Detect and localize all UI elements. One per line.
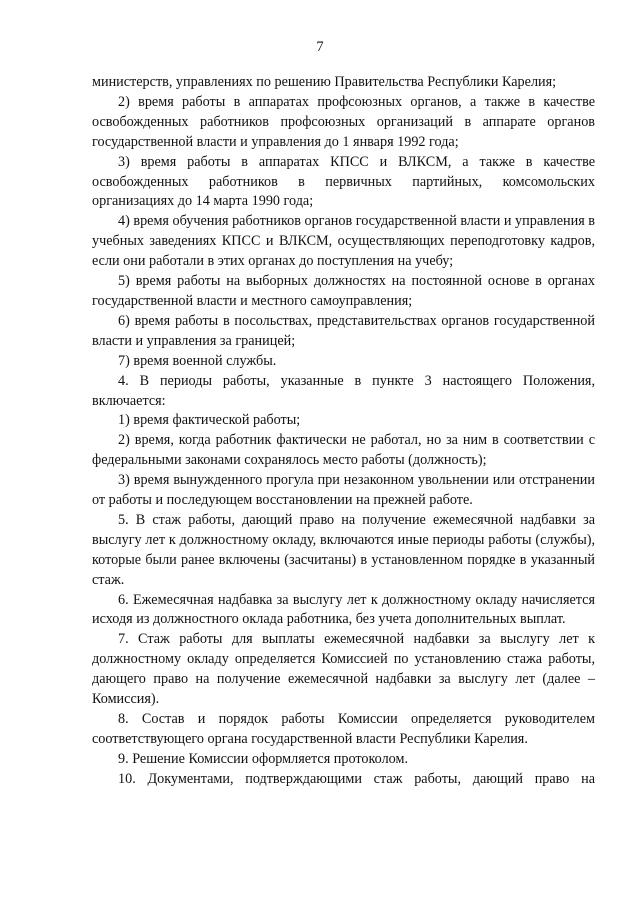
- paragraph: министерств, управлениях по решению Правительства Республики Карелия;: [92, 74, 557, 90]
- paragraph: 5) время работы на выборных должностях на постоянной основе в органах государственной власти и местного самоуправления;: [92, 273, 595, 309]
- paragraph: 6. Ежемесячная надбавка за выслугу лет к должностному окладу начисляется исходя из должностного оклада работника, без учета дополнительных выплат.: [92, 591, 595, 628]
- paragraph: 4) время обучения работников органов государственной власти и управления в учебных заведениях КПСС и ВЛКСМ, осуществляющих переподготовку кадров, если они работали в этих органах до поступления на учебу;: [92, 213, 595, 270]
- paragraph: 4. В периоды работы, указанные в пункте 3 настоящего Положения, включается:: [92, 372, 595, 409]
- document-body: [92, 73, 595, 790]
- paragraph: 1) время фактической работы;: [118, 412, 301, 429]
- paragraph: 3) время вынужденного прогула при незаконном увольнении или отстранении от работы и последующем восстановлении на прежней работе.: [92, 472, 595, 509]
- paragraph: 9. Решение Комиссии оформляется протоколом.: [118, 750, 409, 767]
- paragraph: 10. Документами, подтверждающими стаж работы, дающий право на: [118, 770, 595, 787]
- paragraph: 2) время, когда работник фактически не работал, но за ним в соответствии с федеральными законами сохранялось место работы (должность);: [92, 432, 595, 469]
- paragraph: 7) время военной службы.: [118, 352, 277, 369]
- paragraph: 2) время работы в аппаратах профсоюзных органов, а также в качестве освобожденных работников профсоюзных организаций в аппарате органов государственной власти и управления до 1 января 1992 года;: [92, 93, 595, 150]
- paragraph: 3) время работы в аппаратах КПСС и ВЛКСМ, а также в качестве освобожденных работников в первичных партийных, комсомольских организациях до 14 марта 1990 года;: [92, 153, 595, 210]
- paragraph: 7. Стаж работы для выплаты ежемесячной надбавки за выслугу лет к должностному окладу определяется Комиссией по установлению стажа работы, дающего право на получение ежемесячной надбавки за выслугу лет (далее – Комиссия).: [92, 631, 595, 708]
- paragraph: 6) время работы в посольствах, представительствах органов государственной власти и управления за границей;: [92, 312, 595, 349]
- paragraph: 8. Состав и порядок работы Комиссии определяется руководителем соответствующего органа государственной власти Республики Карелия.: [92, 711, 595, 747]
- paragraph: 5. В стаж работы, дающий право на получение ежемесячной надбавки за выслугу лет к должностному окладу, включаются иные периоды работы (службы), которые были ранее включены (засчитаны) в установленном порядке в указанный стаж.: [92, 511, 595, 588]
- page-number: 7: [316, 39, 324, 55]
